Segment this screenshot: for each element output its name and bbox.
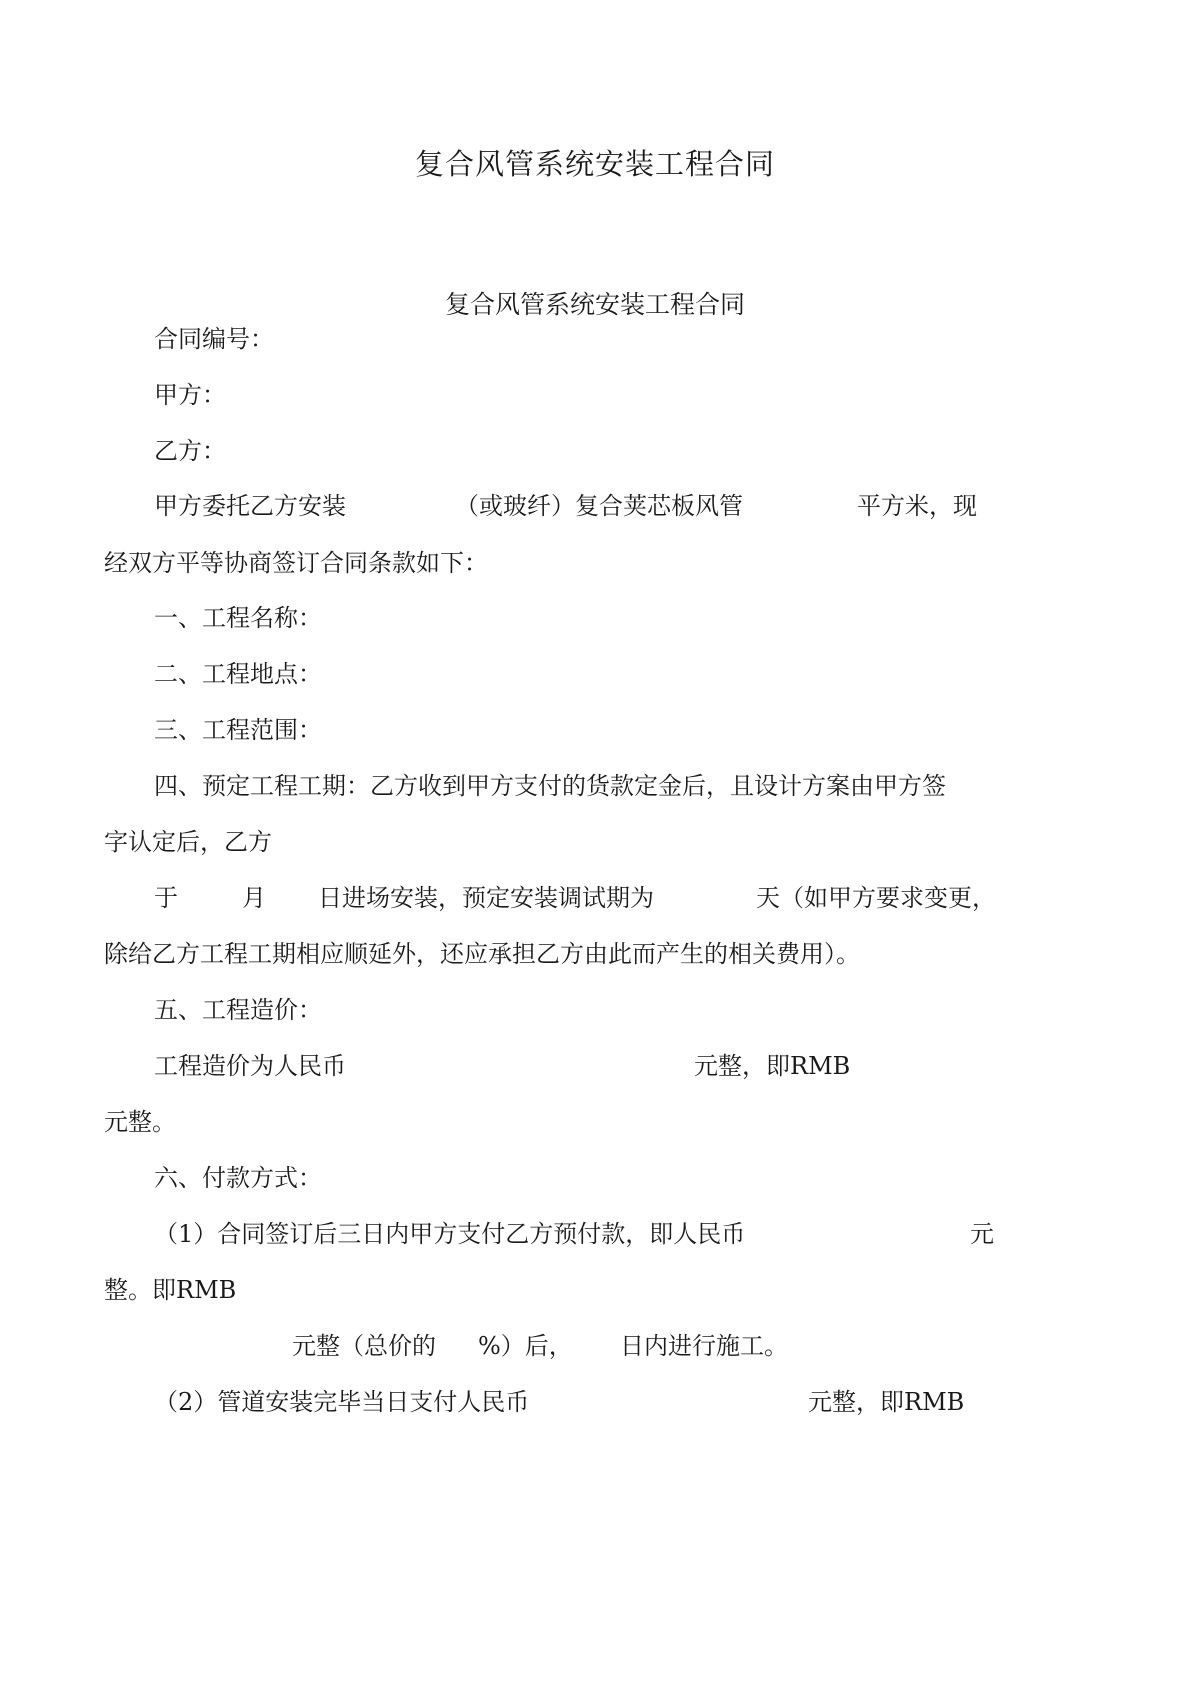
price-line-1a: 工程造价为人民币 <box>154 1052 346 1080</box>
payment-clause-1-line2: 整。即RMB <box>104 1276 237 1304</box>
contract-subtitle: 复合风管系统安装工程合同 <box>444 290 745 319</box>
payment-clause-1-line3c: 日内进行施工。 <box>620 1332 788 1360</box>
payment-clause-1a: （1）合同签订后三日内甲方支付乙方预付款，即人民币 <box>154 1220 746 1248</box>
party-b-label: 乙方： <box>154 437 226 465</box>
schedule-line-3c: 日进场安装，预定安装调试期为 <box>318 884 654 912</box>
party-a-label: 甲方： <box>154 381 226 409</box>
item-project-scope: 三、工程范围： <box>154 716 322 744</box>
schedule-line-3a: 于 <box>154 884 178 912</box>
schedule-line-3b: 月 <box>242 884 266 912</box>
payment-clause-2a: （2）管道安装完毕当日支付人民币 <box>154 1388 530 1416</box>
item-project-location: 二、工程地点： <box>154 660 322 688</box>
intro-text-line2: 经双方平等协商签订合同条款如下： <box>104 549 488 577</box>
price-line-2: 元整。 <box>104 1108 176 1136</box>
price-line-1b: 元整，即RMB <box>694 1052 851 1080</box>
intro-text-1: 甲方委托乙方安装 <box>154 492 346 520</box>
payment-heading: 六、付款方式： <box>154 1164 322 1192</box>
payment-clause-1-line3b: %）后， <box>478 1332 573 1360</box>
schedule-line-3d: 天（如甲方要求变更， <box>756 884 996 912</box>
document-title: 复合风管系统安装工程合同 <box>414 147 775 181</box>
schedule-line-4: 除给乙方工程工期相应顺延外，还应承担乙方由此而产生的相关费用）。 <box>104 940 860 968</box>
item-project-name: 一、工程名称： <box>154 604 322 632</box>
intro-text-2: （或玻纤）复合荚芯板风管 <box>455 492 743 520</box>
payment-clause-2b: 元整，即RMB <box>808 1388 965 1416</box>
schedule-line-1: 四、预定工程工期：乙方收到甲方支付的货款定金后，且设计方案由甲方签 <box>154 772 946 800</box>
price-heading: 五、工程造价： <box>154 996 322 1024</box>
intro-text-3: 平方米，现 <box>857 492 977 520</box>
payment-clause-1-line3a: 元整（总价的 <box>292 1332 436 1360</box>
schedule-line-2: 字认定后，乙方 <box>104 828 272 856</box>
contract-number-label: 合同编号： <box>154 325 274 353</box>
payment-clause-1b: 元 <box>970 1220 994 1248</box>
